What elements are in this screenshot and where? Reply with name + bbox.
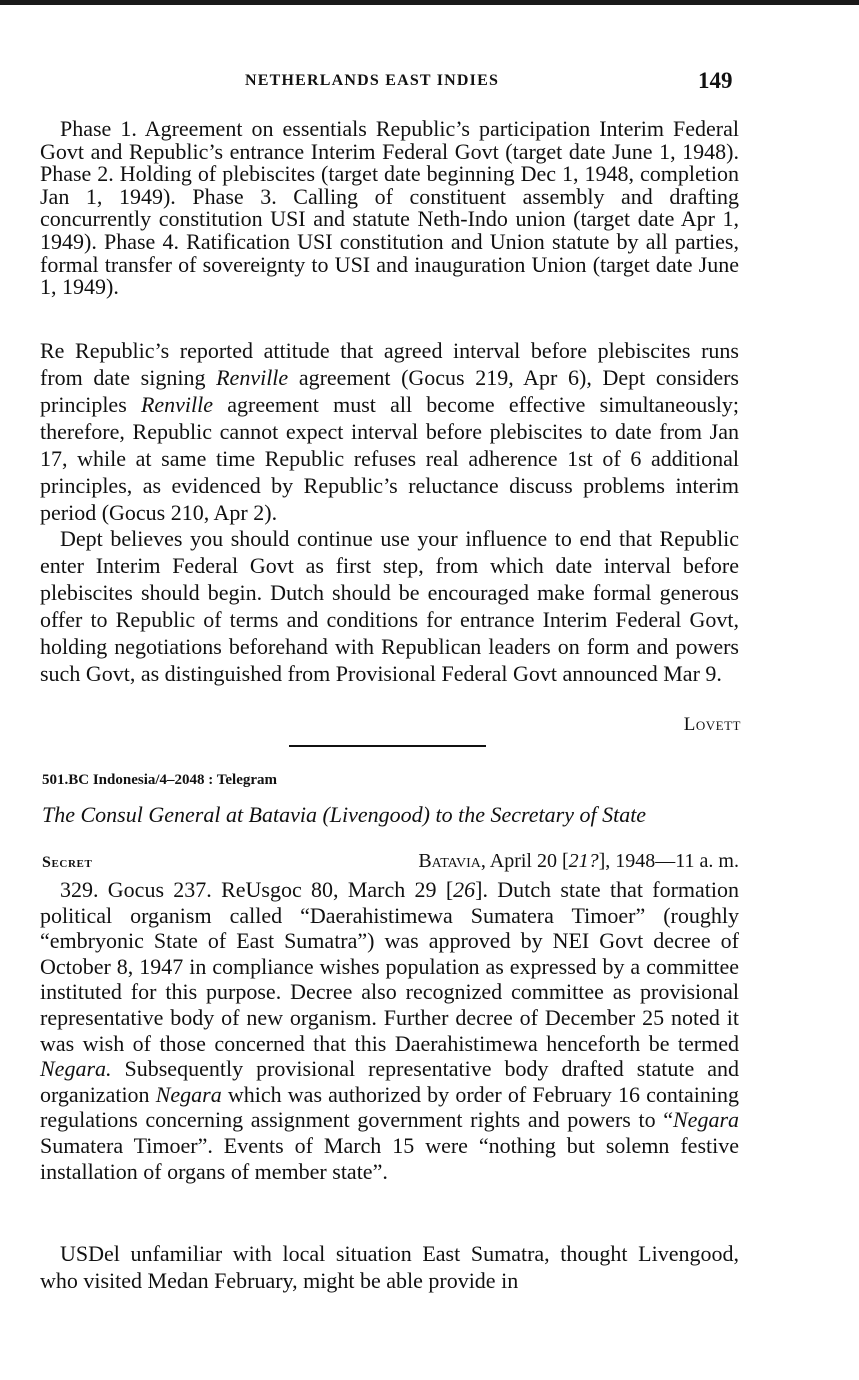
dateline (42, 850, 739, 873)
place-name: Batavia (418, 850, 481, 872)
usdel-text: USDel unfamiliar with local situation East Sumatra, thought Livengood, who visited Medan February, might be able provide in (40, 1241, 739, 1293)
date-text: , April 20 [ (480, 850, 569, 872)
classification-label: Secret (42, 854, 93, 871)
place-date (418, 850, 739, 873)
date-text: ], 1948—11 a. m. (598, 850, 739, 872)
paragraph-usdel (40, 1240, 739, 1294)
paragraph-telegram-body (40, 877, 739, 1184)
paragraph-phases (40, 118, 739, 299)
signature: Lovett (683, 714, 741, 735)
italic-run: Negara (673, 1107, 739, 1133)
text-run: Sumatera Timoer”. Events of March 15 were “nothing but solemn festive installation of organs of member state”. (40, 1132, 739, 1184)
text-run: which was authorized by order of February 16 containing regulations concerning assignment government rights and powers to “ (40, 1081, 739, 1133)
text-run: 329. Gocus 237. ReUsgoc 80, March 29 [ (60, 877, 454, 902)
file-reference: 501.BC Indonesia/4–2048 : Telegram (42, 772, 278, 788)
paragraph-dept-believes (40, 525, 739, 687)
republic-attitude-text (40, 337, 739, 526)
running-title: NETHERLANDS EAST INDIES (245, 72, 500, 89)
italic-run: Renville (140, 392, 214, 417)
text-run: ]. Dutch state that formation political organism called “Daerahistimewa Sumatera Timoer” (roughly “embryonic State of East Sumatra”) was approved by NEI Govt decree of October 8, 1947 in compliance wishes population as expressed by a committee instituted for this purpose. Decree also recognized committee as provisional representative body of new organism. Further decree of December 25 noted it was wish of those concerned that this Daerahistimewa henceforth be termed (40, 877, 739, 1056)
text-run: agreement must all become effective simultaneously; therefore, Republic cannot expect interval before plebiscites to date from Jan 17, while at same time Republic refuses real adherence 1st of 6 additional principles, as evidenced by Republic’s reluctance discuss problems interim period (Gocus 210, Apr 2). (40, 392, 739, 525)
telegram-body-text (40, 877, 739, 1184)
page-header (0, 68, 859, 98)
scan-edge-bar (0, 0, 859, 5)
date-italic: 21? (568, 850, 599, 872)
italic-run: 26 (453, 877, 476, 902)
page-number: 149 (698, 68, 733, 93)
dept-believes-text: Dept believes you should continue use your influence to end that Republic enter Interim Federal Govt as first step, from which date interval before plebiscites should begin. Dutch should be encouraged make formal generous offer to Republic of terms and conditions for entrance Interim Federal Govt, holding negotiations beforehand with Republican leaders on form and powers such Govt, as distinguished from Provisional Federal Govt announced Mar 9. (40, 526, 739, 686)
phases-text: Phase 1. Agreement on essentials Republic’s participation Interim Federal Govt and Republic’s entrance Interim Federal Govt (target date June 1, 1948). Phase 2. Holding of plebiscites (target date beginning Dec 1, 1948, completion Jan 1, 1949). Phase 3. Calling of constituent assembly and drafting concurrently constitution USI and statute Neth-Indo union (target date Apr 1, 1949). Phase 4. Ratification USI constitution and Union statute by all parties, formal transfer of sovereignty to USI and inauguration Union (target date June 1, 1949). (40, 116, 739, 300)
section-divider (289, 745, 486, 747)
italic-run: Negara (155, 1081, 222, 1107)
italic-run: Renville (216, 365, 289, 390)
italic-run: Negara. (40, 1056, 112, 1082)
text-run: Subsequently provisional representative body drafted statute and organization (40, 1056, 739, 1107)
document-title: The Consul General at Batavia (Livengood) to the Secretary of State (42, 802, 647, 827)
text-run: agreement (Gocus 219, Apr 6), Dept considers principles (40, 365, 739, 417)
text-run: Re Republic’s reported attitude that agreed interval before plebiscites runs from date signing (40, 338, 739, 390)
paragraph-republic-attitude (40, 337, 739, 526)
